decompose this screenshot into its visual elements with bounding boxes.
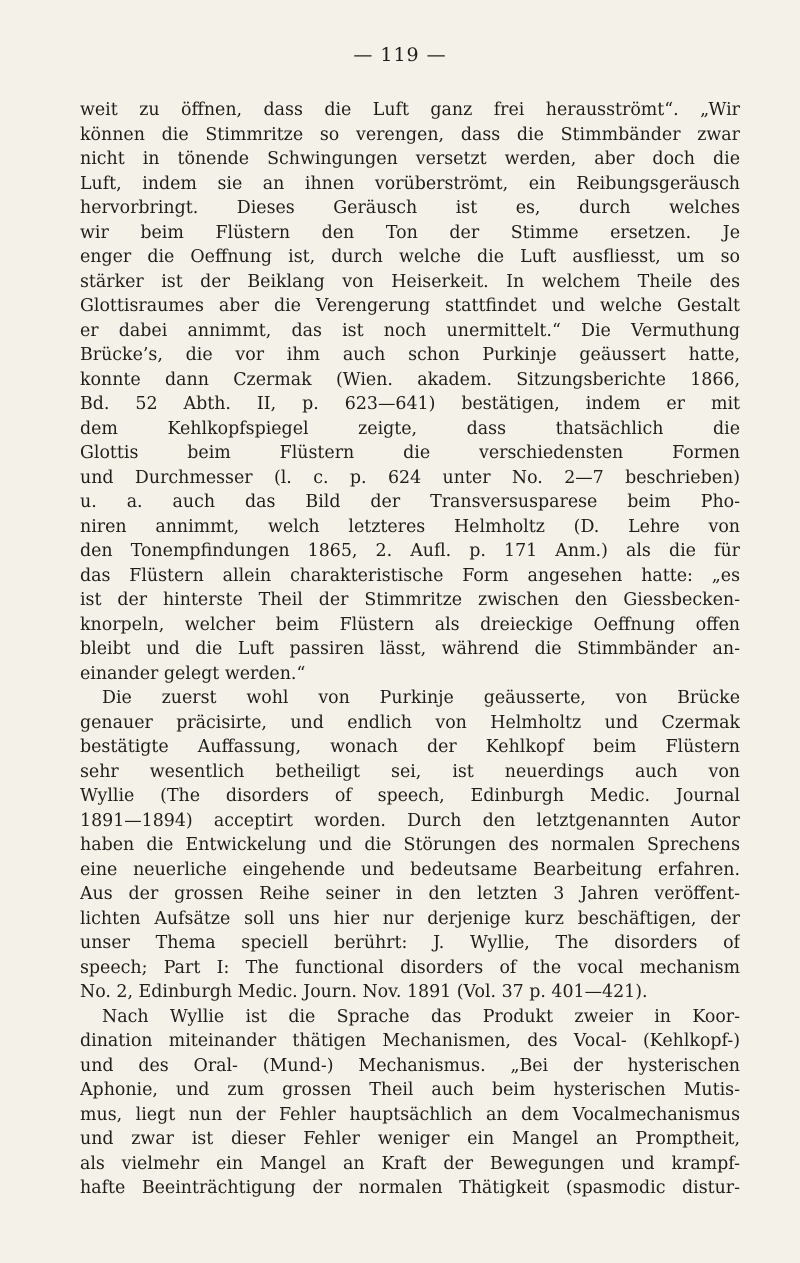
text-line: u. a. auch das Bild der Transversusparese beim Pho-: [80, 492, 740, 512]
text-line: Luft, indem sie an ihnen vorüberströmt, ein Reibungsgeräusch: [80, 173, 740, 194]
text-line: und Durchmesser (l. c. p. 624 unter No. 2—7 beschrieben): [80, 467, 740, 488]
text-line: und zwar ist dieser Fehler weniger ein Mangel an Promptheit,: [80, 1129, 740, 1149]
text-line: bestätigte Auffassung, wonach der Kehlkopf beim Flüstern: [80, 737, 740, 757]
text-line: wir beim Flüstern den Ton der Stimme ersetzen. Je: [80, 222, 740, 243]
text-line: Wyllie (The disorders of speech, Edinburgh Medic. Journal: [80, 786, 740, 806]
text-line: Bd. 52 Abth. II, p. 623—641) bestätigen, indem er mit: [80, 394, 740, 414]
text-line: mus, liegt nun der Fehler hauptsächlich an dem Vocalmechanismus: [80, 1104, 740, 1125]
text-line: genauer präcisirte, und endlich von Helmholtz und Czermak: [80, 712, 740, 733]
text-line: 1891—1894) acceptirt worden. Durch den letztgenannten Autor: [80, 810, 740, 831]
text-line: enger die Oeffnung ist, durch welche die Luft ausfliesst, um so: [80, 247, 740, 267]
body-text: [80, 98, 740, 1201]
text-line: konnte dann Czermak (Wien. akadem. Sitzungsberichte 1866,: [80, 369, 740, 390]
text-line: bleibt und die Luft passiren lässt, während die Stimmbänder an-: [80, 639, 740, 659]
text-line: Aus der grossen Reihe seiner in den letzten 3 Jahren veröffent-: [80, 884, 740, 904]
text-line: er dabei annimmt, das ist noch unermittelt.“ Die Vermuthung: [80, 320, 740, 341]
text-line: Brücke’s, die vor ihm auch schon Purkinje geäussert hatte,: [80, 345, 740, 365]
text-line: speech; Part I: The functional disorders of the vocal mechanism: [80, 957, 740, 978]
text-line: Glottisraumes aber die Verengerung stattfindet und welche Gestalt: [80, 296, 740, 316]
text-line: und des Oral- (Mund-) Mechanismus. „Bei der hysterischen: [80, 1055, 740, 1076]
text-line: den Tonempfindungen 1865, 2. Aufl. p. 171 Anm.) als die für: [80, 541, 740, 561]
text-line: sehr wesentlich betheiligt sei, ist neuerdings auch von: [80, 761, 740, 782]
text-line: hervorbringt. Dieses Geräusch ist es, durch welches: [80, 198, 740, 218]
text-line: unser Thema speciell berührt: J. Wyllie, The disorders of: [80, 933, 740, 953]
text-line: nicht in tönende Schwingungen versetzt werden, aber doch die: [80, 149, 740, 169]
text-line: Nach Wyllie ist die Sprache das Produkt zweier in Koor-: [102, 1006, 740, 1027]
text-line: das Flüstern allein charakteristische Form angesehen hatte: „es: [80, 565, 740, 586]
text-line: No. 2, Edinburgh Medic. Journ. Nov. 1891 (Vol. 37 p. 401—421).: [80, 982, 648, 1002]
text-line: Glottis beim Flüstern die verschiedensten Formen: [80, 443, 740, 463]
text-line: hafte Beeinträchtigung der normalen Thätigkeit (spasmodic distur-: [80, 1178, 740, 1198]
text-line: knorpeln, welcher beim Flüstern als dreieckige Oeffnung offen: [80, 614, 740, 635]
text-line: lichten Aufsätze soll uns hier nur derjenige kurz beschäftigen, der: [80, 908, 740, 929]
text-line: dination miteinander thätigen Mechanismen, des Vocal- (Kehlkopf-): [80, 1031, 740, 1051]
text-line: weit zu öffnen, dass die Luft ganz frei herausströmt“. „Wir: [80, 100, 740, 120]
page-number: — 119 —: [353, 44, 447, 66]
text-line: eine neuerliche eingehende und bedeutsame Bearbeitung erfahren.: [80, 859, 740, 880]
text-line: können die Stimmritze so verengen, dass die Stimmbänder zwar: [80, 124, 740, 145]
text-line: ist der hinterste Theil der Stimmritze zwischen den Giessbecken-: [80, 590, 740, 610]
text-line: Die zuerst wohl von Purkinje geäusserte, von Brücke: [102, 688, 740, 708]
text-line: niren annimmt, welch letzteres Helmholtz (D. Lehre von: [80, 516, 740, 537]
text-line: haben die Entwickelung und die Störungen des normalen Sprechens: [80, 835, 740, 855]
text-line: stärker ist der Beiklang von Heiserkeit. In welchem Theile des: [80, 271, 740, 292]
text-line: dem Kehlkopfspiegel zeigte, dass thatsächlich die: [80, 418, 740, 439]
text-line: als vielmehr ein Mangel an Kraft der Bewegungen und krampf-: [80, 1153, 740, 1174]
text-line: Aphonie, und zum grossen Theil auch beim hysterischen Mutis-: [80, 1080, 740, 1100]
text-line: einander gelegt werden.“: [80, 663, 306, 684]
